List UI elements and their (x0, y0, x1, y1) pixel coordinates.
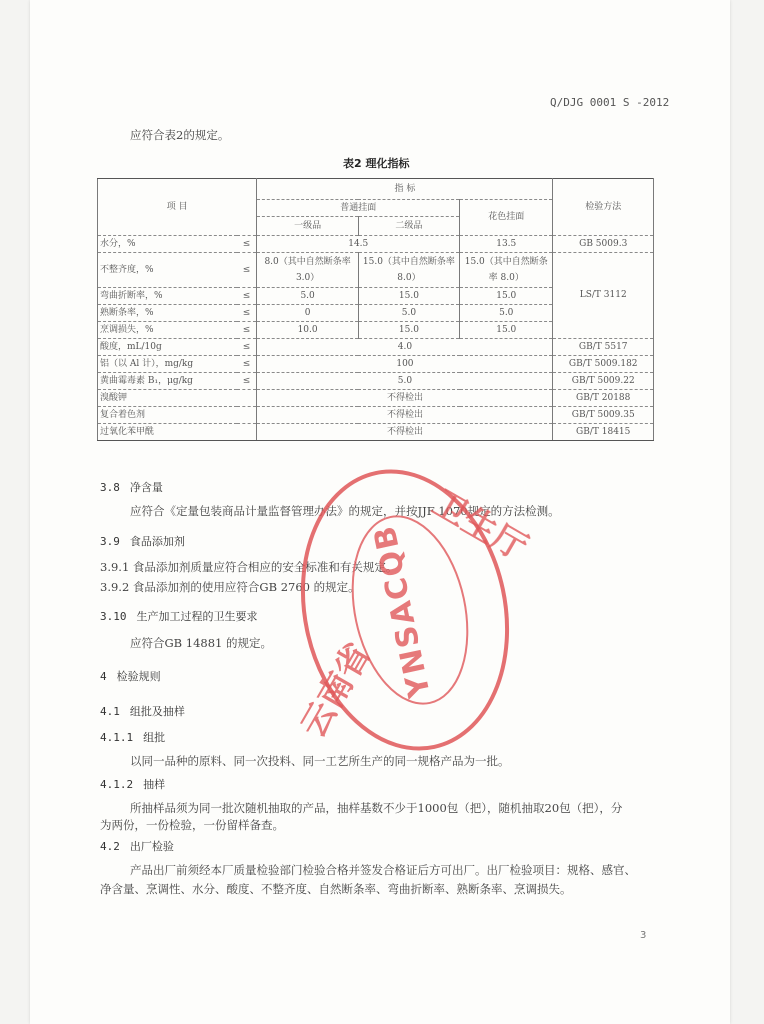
table-header-row (98, 179, 654, 200)
doc-number: Q/DJG 0001 S -2012 (550, 96, 670, 109)
row-flower: 15.0 (460, 288, 553, 305)
header-grade2: 二级品 (358, 217, 459, 236)
section-title: 出厂检验 (129, 840, 174, 853)
row-sign: ≤ (237, 236, 257, 253)
row-sign: ≤ (237, 373, 257, 390)
row-name: 过氧化苯甲酰 (98, 424, 257, 441)
section-number: 4 (100, 670, 107, 683)
section-number: 4.1 (100, 705, 120, 718)
row-name: 弯曲折断率，% (98, 288, 237, 305)
row-sign: ≤ (237, 356, 257, 373)
row-value: 4.0 (257, 339, 553, 356)
row-grade1: 0 (257, 305, 358, 322)
section-heading-4-2 (100, 838, 174, 854)
section-title: 组批及抽样 (129, 705, 185, 718)
row-grade2: 15.0（其中自然断条率 8.0） (358, 253, 459, 288)
table-row (98, 407, 654, 424)
physicochemical-table (97, 178, 654, 441)
row-name: 不整齐度，% (98, 253, 237, 288)
table-row (98, 356, 654, 373)
row-value: 不得检出 (257, 390, 553, 407)
table-row (98, 390, 654, 407)
section-title: 抽样 (143, 778, 166, 791)
table-row (98, 424, 654, 441)
row-method: GB/T 18415 (553, 424, 654, 441)
row-value: 5.0 (257, 373, 553, 390)
table-title: 表2 理化指标 (343, 157, 410, 170)
section-heading-4-1 (100, 703, 185, 719)
section-heading-3-9 (100, 533, 185, 549)
row-sign: ≤ (237, 288, 257, 305)
row-name: 水分，% (98, 236, 237, 253)
row-method: GB/T 20188 (553, 390, 654, 407)
section-4-2-text-line2: 净含量、烹调性、水分、酸度、不整齐度、自然断条率、弯曲折断率、熟断条率、烹调损失。 (100, 882, 572, 896)
section-3-9-1-text: 3.9.1 食品添加剂质量应符合相应的安全标准和有关规定。 (100, 560, 398, 574)
row-value: 不得检出 (257, 424, 553, 441)
section-4-1-1-text: 以同一品种的原料、同一次投料、同一工艺所生产的同一规格产品为一批。 (130, 754, 510, 768)
row-method: GB/T 5009.22 (553, 373, 654, 390)
table-row (98, 373, 654, 390)
row-name: 铝（以 Al 计），mg/kg (98, 356, 237, 373)
row-method: GB/T 5517 (553, 339, 654, 356)
header-normal: 普通挂面 (257, 200, 460, 217)
section-4-1-2-text-line2: 为两份，一份检验，一份留样备查。 (100, 818, 284, 832)
table-row (98, 339, 654, 356)
section-number: 4.2 (100, 840, 120, 853)
stamp-top-text: 卫生厅 (425, 483, 534, 569)
row-grade2: 15.0 (358, 288, 459, 305)
row-method: GB/T 5009.182 (553, 356, 654, 373)
section-3-10-text: 应符合GB 14881 的规定。 (130, 636, 273, 650)
document-page (30, 0, 730, 1024)
section-4-1-2-text-line1: 所抽样品须为同一批次随机抽取的产品，抽样基数不少于1000包（把），随机抽取20包（把），分 (130, 801, 623, 815)
stamp-center-text: YNSACQB (366, 521, 438, 701)
section-number: 3.10 (100, 610, 127, 623)
row-sign: ≤ (237, 322, 257, 339)
row-flower: 13.5 (460, 236, 553, 253)
section-title: 组批 (143, 731, 166, 744)
row-sign: ≤ (237, 339, 257, 356)
header-flower: 花色挂面 (460, 200, 553, 236)
row-name: 溴酸钾 (98, 390, 257, 407)
header-item: 项 目 (98, 179, 257, 236)
row-sign: ≤ (237, 305, 257, 322)
row-sign: ≤ (237, 253, 257, 288)
row-method: GB 5009.3 (553, 236, 654, 253)
section-number: 3.9 (100, 535, 120, 548)
row-method: LS/T 3112 (553, 253, 654, 339)
header-method: 检验方法 (553, 179, 654, 236)
section-heading-4 (100, 668, 161, 684)
row-name: 复合着色剂 (98, 407, 257, 424)
row-grade1: 10.0 (257, 322, 358, 339)
row-grade1: 5.0 (257, 288, 358, 305)
header-indicator: 指 标 (257, 179, 553, 200)
table-row (98, 236, 654, 253)
row-flower: 15.0（其中自然断条率 8.0） (460, 253, 553, 288)
row-grade1: 8.0（其中自然断条率 3.0） (257, 253, 358, 288)
section-heading-4-1-1 (100, 729, 165, 745)
section-3-8-text: 应符合《定量包装商品计量监督管理办法》的规定，并按JJF 1070规定的方法检测。 (130, 504, 560, 518)
row-name: 酸度，mL/10g (98, 339, 237, 356)
row-flower: 15.0 (460, 322, 553, 339)
section-heading-4-1-2 (100, 776, 165, 792)
section-title: 净含量 (129, 481, 163, 494)
row-grade2: 5.0 (358, 305, 459, 322)
section-3-9-2-text: 3.9.2 食品添加剂的使用应符合GB 2760 的规定。 (100, 580, 360, 594)
row-value: 14.5 (257, 236, 460, 253)
row-grade2: 15.0 (358, 322, 459, 339)
row-method: GB/T 5009.35 (553, 407, 654, 424)
row-name: 熟断条率，% (98, 305, 237, 322)
row-name: 烹调损失，% (98, 322, 237, 339)
row-name: 黄曲霉毒素 B₁，μg/kg (98, 373, 237, 390)
stamp-bottom-text: 云南省 (293, 636, 379, 745)
section-title: 食品添加剂 (129, 535, 185, 548)
section-heading-3-8 (100, 479, 163, 495)
page-number: 3 (640, 930, 647, 941)
section-title: 检验规则 (116, 670, 161, 683)
section-number: 4.1.2 (100, 778, 134, 791)
section-heading-3-10 (100, 608, 258, 624)
section-number: 3.8 (100, 481, 120, 494)
section-number: 4.1.1 (100, 731, 134, 744)
section-title: 生产加工过程的卫生要求 (136, 610, 258, 623)
row-value: 不得检出 (257, 407, 553, 424)
section-4-2-text-line1: 产品出厂前须经本厂质量检验部门检验合格并签发合格证后方可出厂。出厂检验项目：规格、感官、 (130, 863, 636, 877)
row-flower: 5.0 (460, 305, 553, 322)
intro-text: 应符合表2的规定。 (130, 128, 230, 142)
official-seal-stamp (280, 440, 540, 760)
header-grade1: 一级品 (257, 217, 358, 236)
row-value: 100 (257, 356, 553, 373)
table-row (98, 253, 654, 288)
